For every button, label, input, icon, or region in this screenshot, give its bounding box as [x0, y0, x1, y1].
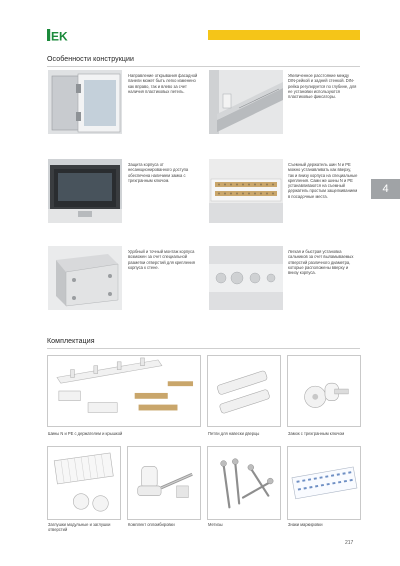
feature-image-hinges	[48, 70, 122, 134]
kit-caption-2: Петли для навески дверцы	[208, 431, 260, 436]
kit-image-busbars	[47, 355, 201, 427]
kit-image-hinges	[207, 355, 281, 427]
kit-caption-6: Метизы	[208, 522, 223, 527]
svg-text:EK: EK	[51, 29, 68, 42]
feature-image-mounting	[48, 246, 122, 310]
features-divider	[47, 66, 360, 67]
brand-logo	[47, 29, 73, 42]
header-accent-bar	[208, 30, 360, 40]
kit-caption-7: Знаки маркировки	[288, 522, 323, 527]
feature-text-4: Съемный держатель шин N и PE можно устанавливать как вверху, так и внизу корпуса на специальные крепления. Сами же шины N и PE устанавливаются на съемный держатель простым защелкиванием в посадочные места.	[288, 162, 358, 199]
section-tab-number: 4	[371, 179, 400, 199]
feature-image-knockouts	[209, 246, 283, 310]
page-number: 217	[345, 540, 354, 546]
features-title: Особенности конструкции	[47, 56, 135, 63]
kit-title: Комплектация	[47, 338, 95, 345]
feature-image-din-rail	[209, 70, 283, 134]
feature-text-5: Удобный и точный монтаж корпуса возможен за счет специальной разметки отверстий для крепления корпуса к стене.	[128, 249, 195, 270]
kit-image-seal-kit	[127, 446, 201, 520]
kit-image-hardware	[207, 446, 281, 520]
kit-image-plugs	[47, 446, 121, 520]
feature-image-lock	[48, 159, 122, 223]
kit-caption-3: Замок с трехгранным ключом	[288, 431, 345, 436]
feature-text-3: Защита корпуса от несанкционированного доступа обеспечена наличием замка с трехгранным ключом.	[128, 162, 189, 183]
kit-image-marking-labels	[287, 446, 361, 520]
feature-text-6: Легкая и быстрая установка сальников за счет выламываемых отверстий различного диаметра, которые расположены вверху и внизу корпуса.	[288, 249, 354, 276]
kit-divider	[47, 348, 360, 349]
kit-caption-1: Шины N и PE с держателем и крышкой	[48, 431, 123, 436]
kit-caption-4: Заглушки модульные и заглушки отверстий	[48, 522, 111, 533]
kit-caption-5: Комплект опломбировки	[128, 522, 175, 527]
kit-image-lock-key	[287, 355, 361, 427]
feature-text-2: Увеличенное расстояние между DIN-рейкой и задней стенкой. DIN-рейка регулируется по глубине, для ее установки используются пластиковые фиксаторы.	[288, 73, 357, 100]
feature-text-1: Направление открывания фасадной панели может быть легко изменено как вправо, так и влево за счет наличия пластиковых петель.	[128, 73, 198, 94]
feature-image-busbar-holder	[209, 159, 283, 223]
